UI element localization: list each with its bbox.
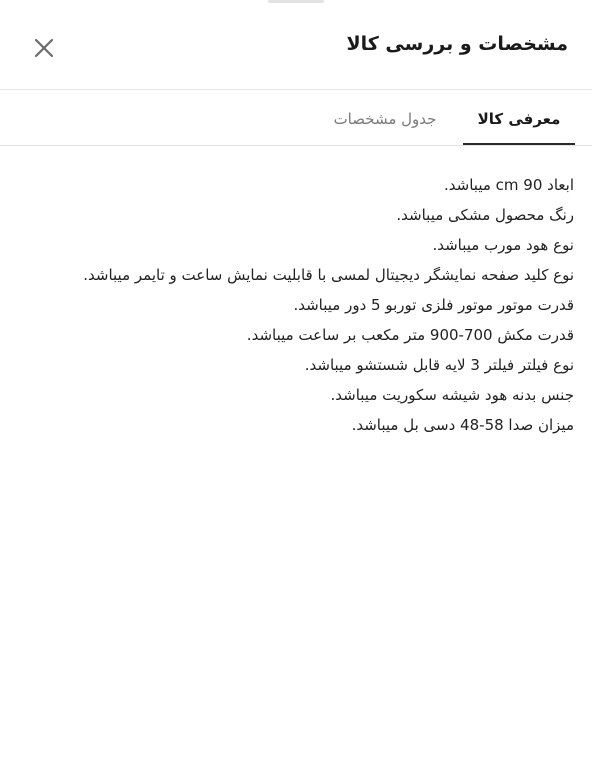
description-line-color: رنگ محصول مشکی میباشد. [396,206,574,224]
description-line-hood-type: نوع هود مورب میباشد. [432,236,574,254]
description-line-switch-type: نوع کلید صفحه نمایشگر دیجیتال لمسی با قابلیت نمایش ساعت و تایمر میباشد. [83,266,574,284]
tab-specs-table[interactable]: جدول مشخصات [333,110,437,128]
tab-product-intro[interactable]: معرفی کالا [463,90,575,145]
close-icon [31,35,57,61]
description-line-dimensions: ابعاد 90 cm میباشد. [444,176,574,194]
tab-bar [0,90,592,146]
description-line-filter-type: نوع فیلتر فیلتر 3 لایه قابل شستشو میباشد. [304,356,574,374]
product-description [34,170,574,440]
page-title: مشخصات و بررسی کالا [346,33,568,55]
description-line-noise-level: میزان صدا 58-48 دسی بل میباشد. [351,416,574,434]
sheet-header [0,0,592,90]
description-line-motor-power: قدرت موتور موتور فلزی توربو 5 دور میباشد. [293,296,574,314]
description-line-suction-power: قدرت مکش 700-900 متر مکعب بر ساعت میباشد. [246,326,574,344]
description-line-body-material: جنس بدنه هود شیشه سکوریت میباشد. [330,386,574,404]
close-button[interactable] [31,35,57,61]
